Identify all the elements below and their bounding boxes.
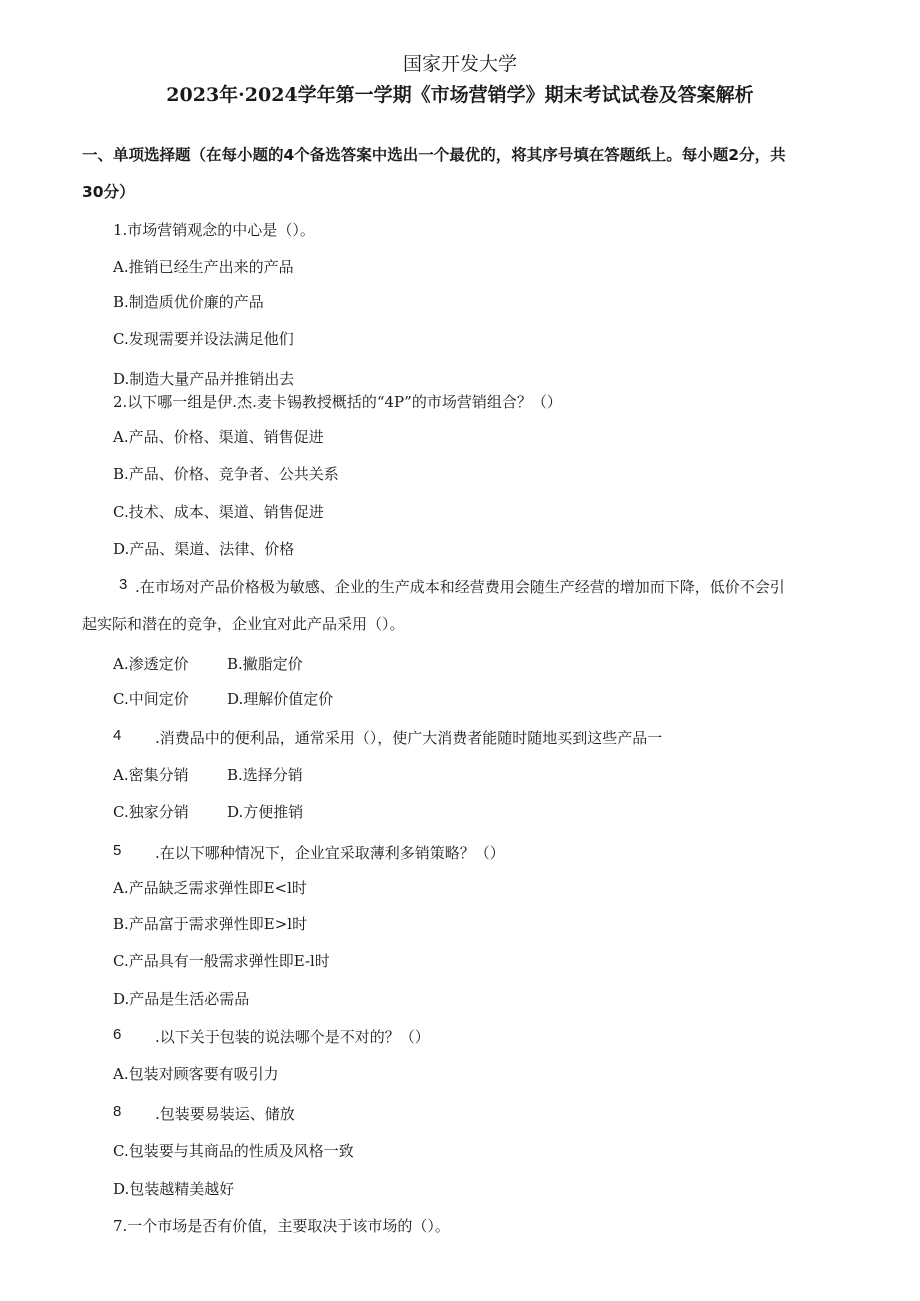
item-8-text: .包装要易装运、储放 (155, 1105, 295, 1123)
question-5-option-d: D.产品是生活必需品 (113, 990, 250, 1008)
question-1-option-d: D.制造大量产品并推销出去 (113, 370, 295, 388)
question-5-option-a: A.产品缺乏需求弹性即E<l时 (113, 879, 307, 897)
item-8-option-c: C.包装要与其商品的性质及风格一致 (113, 1142, 354, 1160)
question-4-option-b: B.选择分销 (227, 766, 303, 784)
question-1-option-c: C.发现需要并设法满足他们 (113, 330, 294, 348)
question-2-option-a: A.产品、价格、渠道、销售促进 (113, 428, 324, 446)
question-3-number: 3 (119, 576, 128, 593)
question-4-option-c: C.独家分销 (113, 803, 189, 821)
question-3-option-b: B.撇脂定价 (227, 655, 303, 673)
question-1-option-b: B.制造质优价廉的产品 (113, 293, 264, 311)
question-4-stem: .消费品中的便利品，通常采用（），使广大消费者能随时随地买到这些产品一 (155, 729, 663, 747)
question-3-stem-cont: 起实际和潜在的竞争，企业宜对此产品采用（）。 (82, 615, 405, 633)
item-8-number: 8 (113, 1103, 122, 1120)
question-3-option-c: C.中间定价 (113, 690, 189, 708)
question-3-option-d: D.理解价值定价 (227, 690, 334, 708)
institution-title: 国家开发大学 (402, 53, 517, 75)
section-heading: 一、单项选择题（在每小题的4个备选答案中选出一个最优的，将其序号填在答题纸上。每小题2分，共 (82, 146, 786, 164)
item-8-option-d: D.包装越精美越好 (113, 1180, 235, 1198)
question-3-option-a: A.渗透定价 (113, 655, 189, 673)
exam-title: 2023年·2024学年第一学期《市场营销学》期末考试试卷及答案解析 (166, 84, 754, 106)
question-4-option-d: D.方便推销 (227, 803, 304, 821)
question-2-option-b: B.产品、价格、竞争者、公共关系 (113, 465, 339, 483)
question-1-stem: 1.市场营销观念的中心是（）。 (113, 221, 315, 239)
question-7-stem: 7.一个市场是否有价值，主要取决于该市场的（）。 (113, 1217, 450, 1235)
question-6-stem: .以下关于包装的说法哪个是不对的？（） (155, 1028, 430, 1046)
question-2-stem: 2.以下哪一组是伊.杰.麦卡锡教授概括的“4P”的市场营销组合？（） (113, 393, 562, 411)
question-1-option-a: A.推销已经生产出来的产品 (113, 258, 294, 276)
question-4-option-a: A.密集分销 (113, 766, 189, 784)
question-4-number: 4 (113, 727, 122, 744)
question-5-number: 5 (113, 842, 122, 859)
question-6-option-a: A.包装对顾客要有吸引力 (113, 1065, 279, 1083)
question-6-number: 6 (113, 1026, 122, 1043)
question-5-option-b: B.产品富于需求弹性即E>l时 (113, 915, 308, 933)
question-2-option-c: C.技术、成本、渠道、销售促进 (113, 503, 324, 521)
question-3-stem: .在市场对产品价格极为敏感、企业的生产成本和经营费用会随生产经营的增加而下降，低价不会引 (135, 578, 785, 596)
question-2-option-d: D.产品、渠道、法律、价格 (113, 540, 295, 558)
question-5-stem: .在以下哪种情况下，企业宜采取薄利多销策略？（） (155, 844, 505, 862)
question-5-option-c: C.产品具有一般需求弹性即E-l时 (113, 952, 330, 970)
section-heading-cont: 30分） (82, 183, 135, 201)
